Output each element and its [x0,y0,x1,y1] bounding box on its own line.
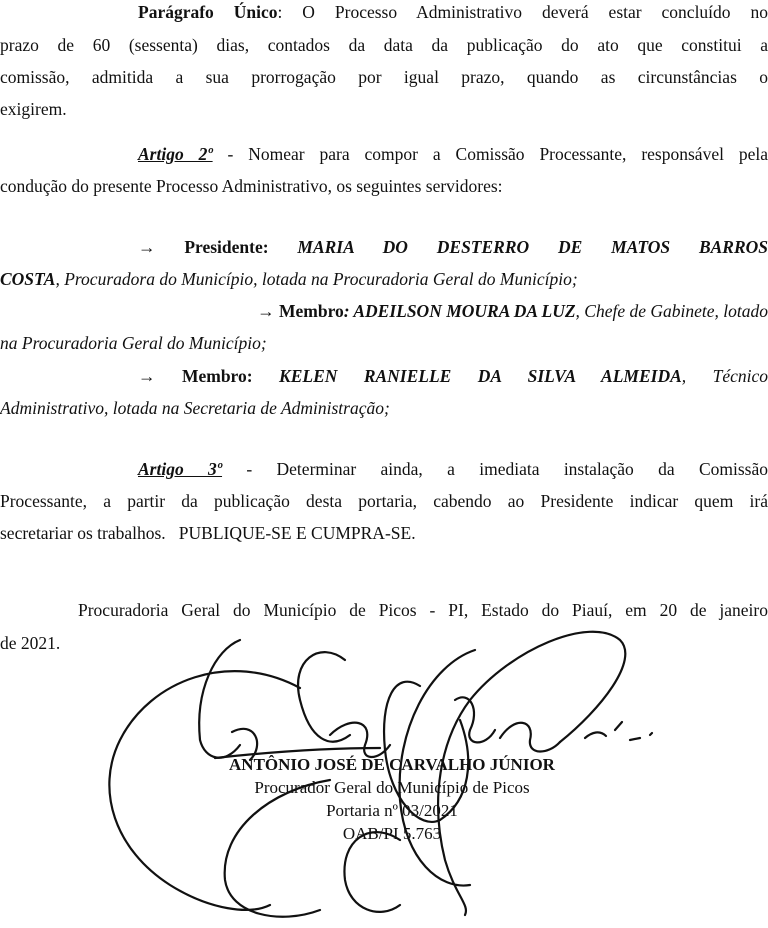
closing-line-1: Procuradoria Geral do Município de Picos - PI, Estado do Piauí, em 20 de janeiro [78,600,768,620]
member2-name: KELEN RANIELLE DA SILVA ALMEIDA [279,366,682,386]
paragrafo-line-1 [0,0,768,24]
artigo3-label: Artigo 3º [138,459,223,479]
signature-block [8,753,768,845]
member2-line-1 [0,364,768,388]
artigo2-text-1: - Nomear para compor a Comissão Processante, responsável pela [212,144,768,164]
artigo2-line-2: condução do presente Processo Administrativo, os seguintes servidores: [0,176,503,196]
member1-line-2: na Procuradoria Geral do Município; [0,333,267,353]
member1-name: : ADEILSON MOURA DA LUZ [343,301,576,321]
closing-line-2: de 2021. [0,633,61,653]
artigo3-line-1 [0,457,768,481]
arrow-icon: → [257,301,275,321]
president-desc: , Procuradora do Município, lotada na Procuradoria Geral do Município; [55,269,578,289]
arrow-icon: → [138,366,156,386]
member2-role: Membro: [181,366,253,386]
member2-desc: , Técnico [681,366,768,386]
president-name: MARIA DO DESTERRO DE MATOS BARROS [297,237,768,257]
president-role: Presidente: [184,237,269,257]
member2-line-2: Administrativo, lotada na Secretaria de Administração; [0,398,390,418]
artigo3-text-1: - Determinar ainda, a imediata instalação da Comissão [222,459,768,479]
paragrafo-text-1: : O Processo Administrativo deverá estar concluído no [277,2,768,22]
arrow-icon: → [138,237,156,257]
artigo2-line-1 [0,142,768,166]
signatory-title: Procurador Geral do Município de Picos [254,778,530,797]
artigo3-line-2: Processante, a partir da publicação desta portaria, cabendo ao Presidente indicar quem irá [0,491,768,511]
artigo3-line-3: secretariar os trabalhos. PUBLIQUE-SE E CUMPRA-SE. [0,523,416,543]
paragrafo-line-4: exigirem. [0,99,67,119]
signatory-portaria: Portaria nº 03/2021 [326,801,458,820]
president-line-2 [0,267,768,291]
paragrafo-label: Parágrafo Único [138,2,278,22]
president-name-cont: COSTA [0,269,56,289]
member1-line-1 [0,299,768,323]
paragrafo-line-3: comissão, admitida a sua prorrogação por igual prazo, quando as circunstâncias o [0,67,768,87]
artigo2-label: Artigo 2º [138,144,213,164]
president-line-1 [0,235,768,259]
signatory-oab: OAB/PI 5.763 [342,824,442,843]
signatory-name: ANTÔNIO JOSÉ DE CARVALHO JÚNIOR [229,755,555,774]
paragrafo-line-2: prazo de 60 (sessenta) dias, contados da data da publicação do ato que constitui a [0,35,768,55]
member1-desc: , Chefe de Gabinete, lotado [575,301,768,321]
member1-role: Membro [278,301,344,321]
